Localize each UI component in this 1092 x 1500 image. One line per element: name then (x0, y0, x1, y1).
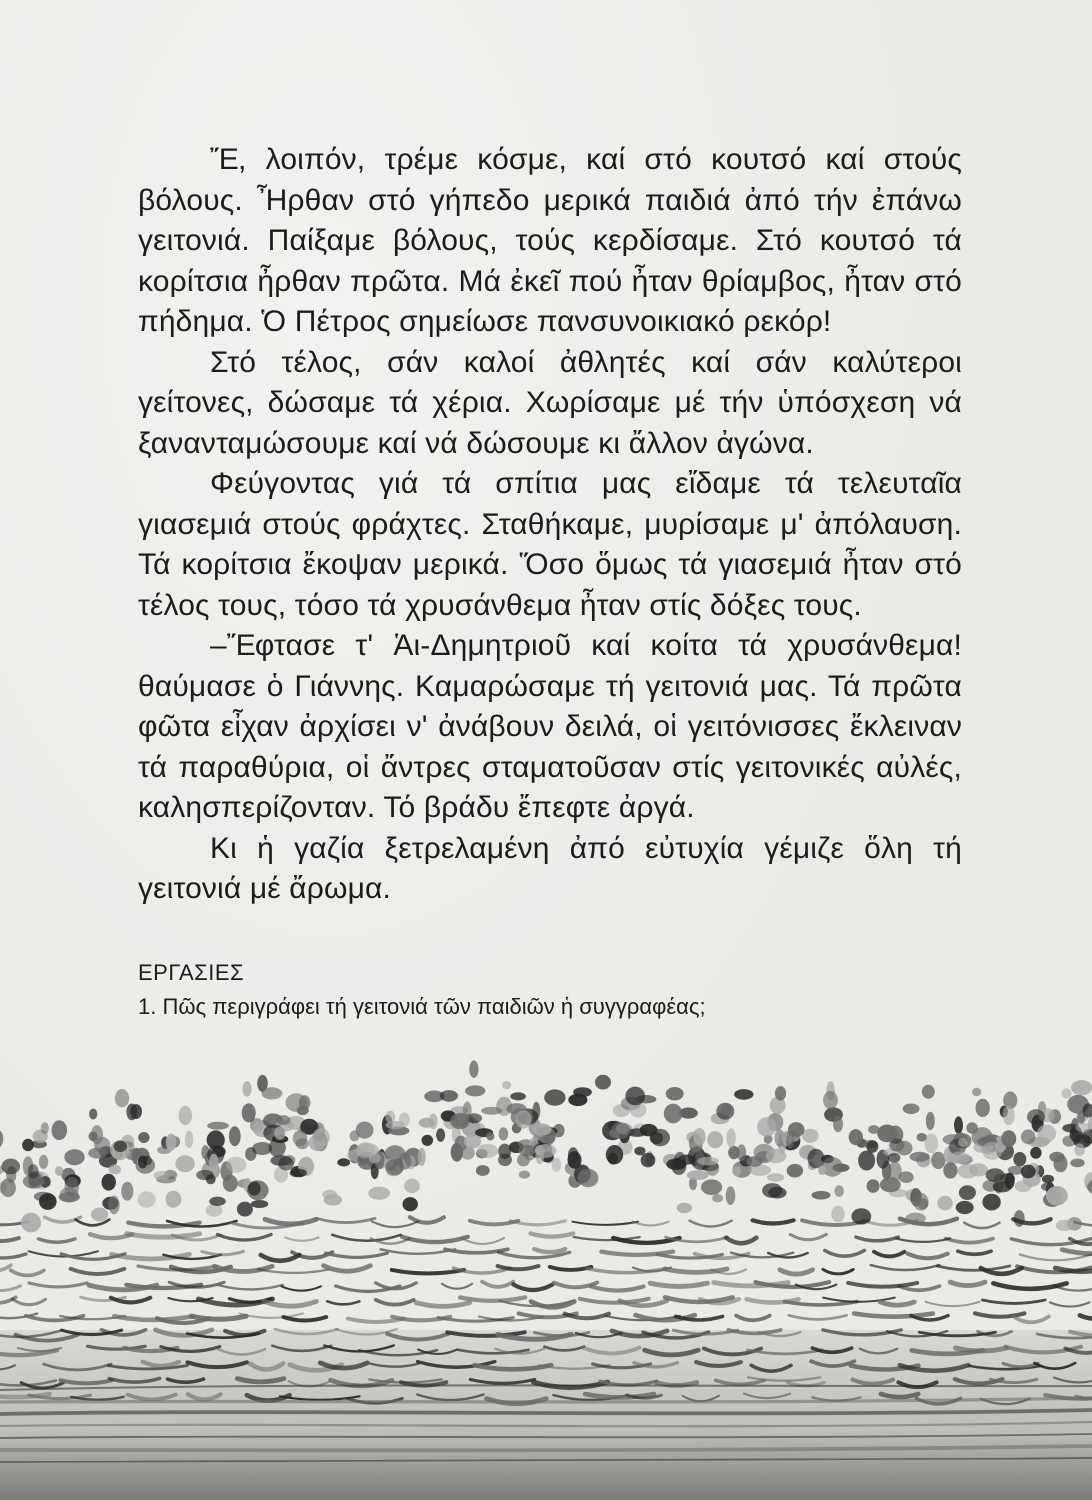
hedge-stroke (111, 1298, 150, 1303)
flower-blob (532, 1102, 540, 1120)
hedge-stroke (975, 1313, 1024, 1316)
flower-blob (165, 1191, 181, 1208)
flower-blob (1070, 1159, 1084, 1168)
flower-blob (535, 1145, 545, 1155)
flower-blob (91, 1208, 108, 1222)
flower-blob (851, 1208, 871, 1224)
flower-blob (274, 1127, 285, 1140)
flower-blob (41, 1122, 49, 1134)
hedge-stroke (416, 1303, 469, 1307)
flower-blob (910, 1152, 930, 1162)
flower-blob (251, 1200, 268, 1208)
flower-blob (436, 1128, 445, 1142)
flower-blob (917, 1133, 927, 1142)
flower-blob (950, 1152, 970, 1164)
exercises-section (138, 958, 998, 1022)
flower-blob (768, 1187, 786, 1199)
hedge-stroke (327, 1301, 359, 1304)
flower-blob (757, 1117, 776, 1137)
flower-blob (972, 1088, 981, 1097)
hedge-stroke (114, 1316, 192, 1320)
hedge-stroke (825, 1251, 865, 1257)
hedge-stroke (789, 1315, 847, 1319)
hedge-stroke (265, 1219, 316, 1224)
hedge-stroke (950, 1282, 985, 1285)
flower-blob (2, 1159, 21, 1175)
flower-blob (732, 1166, 741, 1177)
hedge-stroke (29, 1283, 87, 1287)
hedge-stroke (650, 1283, 707, 1286)
flower-blob (1013, 1152, 1026, 1167)
hedge-stroke (565, 1314, 609, 1319)
flower-blob (1074, 1143, 1084, 1156)
flower-blob (1021, 1129, 1036, 1144)
flower-blob (888, 1153, 901, 1163)
flower-blob (242, 1081, 251, 1097)
flower-blob (693, 1128, 706, 1146)
flower-blob (1037, 1125, 1056, 1143)
flower-blob (39, 1155, 48, 1169)
flower-blob (398, 1153, 411, 1169)
hedge-stroke (676, 1316, 723, 1320)
hedge-stroke (460, 1297, 525, 1300)
flower-blob (788, 1122, 805, 1137)
flower-blob (787, 1164, 803, 1178)
flower-blob (52, 1120, 68, 1140)
flower-blob (486, 1132, 494, 1140)
flower-blob (356, 1122, 374, 1139)
hedge-stroke (550, 1267, 592, 1270)
flower-blob (726, 1186, 736, 1205)
flower-blob (573, 1087, 592, 1097)
flower-blob (207, 1130, 225, 1149)
hedge-stroke (591, 1286, 644, 1290)
hedge-stroke (1062, 1250, 1092, 1254)
hedge-stroke (332, 1235, 400, 1241)
hedge-stroke (573, 1222, 638, 1225)
flower-blob (959, 1185, 976, 1200)
flower-blob (286, 1093, 307, 1112)
hedge-stroke (285, 1238, 318, 1241)
flower-blob (108, 1196, 119, 1215)
flower-blob (209, 1154, 219, 1172)
flower-blob (450, 1113, 470, 1129)
flower-blob (1056, 1220, 1074, 1231)
flower-blob (650, 1132, 663, 1144)
flower-blob (510, 1092, 526, 1100)
flower-blob (532, 1123, 552, 1135)
flower-blob (403, 1197, 418, 1211)
flower-blob (368, 1187, 390, 1200)
hedge-stroke (13, 1299, 46, 1305)
flower-blob (849, 1129, 863, 1145)
flower-blob (386, 1121, 405, 1129)
paragraph-5: Κι ἡ γαζία ξετρελαμένη ἀπό εὐτυχία γέμιζε ὅλη τή γειτονιά μέ ἄρωμα. (138, 831, 962, 905)
ground-wash (0, 1330, 1092, 1500)
flower-blob (906, 1213, 926, 1225)
flower-blob (89, 1109, 97, 1120)
flower-blob (1003, 1105, 1015, 1125)
flower-blob (877, 1125, 897, 1143)
hedge-stroke (513, 1284, 552, 1290)
hedge-stroke (854, 1314, 933, 1317)
flower-blob (502, 1081, 511, 1089)
flower-blob (969, 1163, 988, 1176)
hedge-stroke (780, 1270, 813, 1274)
flower-blob (418, 1148, 426, 1166)
hedge-stroke (690, 1221, 732, 1227)
hedge-stroke (402, 1237, 468, 1242)
flower-dots (0, 1060, 1092, 1232)
flower-blob (404, 1179, 420, 1194)
flower-blob (834, 1185, 844, 1197)
flower-blob (0, 1130, 3, 1148)
flower-blob (1001, 1130, 1016, 1147)
hedge-stroke (534, 1249, 565, 1252)
hedge-stroke (410, 1217, 444, 1223)
hedge-stroke (217, 1235, 271, 1241)
story-text (138, 140, 962, 910)
hedge-stroke (324, 1266, 371, 1272)
flower-blob (242, 1103, 256, 1122)
flower-blob (293, 1130, 308, 1146)
flower-blob (823, 1091, 838, 1110)
flower-blob (429, 1113, 438, 1129)
flower-blob (312, 1128, 330, 1146)
flower-blob (734, 1089, 753, 1100)
hedge-stroke (510, 1221, 565, 1225)
flower-blob (34, 1192, 53, 1202)
flower-blob (476, 1165, 490, 1176)
hedge-stroke (0, 1286, 21, 1291)
flower-blob (469, 1060, 478, 1078)
flower-blob (1014, 1210, 1025, 1227)
flower-blob (64, 1149, 84, 1165)
flower-blob (1027, 1109, 1045, 1125)
flower-blob (922, 1085, 935, 1099)
flower-blob (625, 1087, 645, 1106)
hedge-stroke (127, 1234, 200, 1238)
flower-blob (1049, 1152, 1064, 1163)
flower-blob (322, 1190, 337, 1200)
flower-blob (1042, 1175, 1054, 1183)
hedge-stroke (531, 1234, 574, 1237)
flower-blob (115, 1089, 129, 1107)
hedge-stroke (482, 1282, 513, 1287)
flower-blob (499, 1127, 509, 1140)
flower-blob (185, 1131, 194, 1148)
flower-blob (465, 1085, 485, 1096)
flower-blob (226, 1157, 246, 1173)
flower-blob (59, 1187, 78, 1202)
flower-blob (102, 1174, 116, 1191)
flower-blob (55, 1166, 63, 1176)
flower-blob (918, 1198, 929, 1209)
flower-blob (677, 1155, 696, 1165)
hedge-stroke (880, 1302, 914, 1305)
flower-blob (229, 1126, 241, 1146)
flower-blob (138, 1132, 149, 1143)
hedge-stroke (756, 1282, 830, 1287)
flower-blob (611, 1122, 630, 1139)
hedge-stroke (282, 1286, 321, 1290)
flower-blob (982, 1142, 1003, 1160)
flower-blob (28, 1164, 39, 1178)
flower-blob (707, 1131, 723, 1148)
flower-blob (664, 1104, 683, 1124)
flower-blob (1062, 1088, 1072, 1098)
flower-blob (993, 1181, 1012, 1192)
hedge-stroke (926, 1302, 980, 1306)
hedge-stroke (498, 1266, 539, 1269)
flower-blob (245, 1147, 256, 1161)
flower-blob (775, 1086, 786, 1101)
flower-blob (943, 1162, 957, 1178)
flower-blob (109, 1165, 121, 1175)
flower-blob (608, 1153, 618, 1165)
hedge-stroke (76, 1220, 110, 1226)
flower-blob (956, 1201, 974, 1214)
hedge-stroke (376, 1300, 414, 1305)
hedge-stroke (392, 1270, 464, 1274)
flower-blob (1030, 1147, 1041, 1159)
flower-blob (687, 1170, 709, 1180)
flower-blob (867, 1179, 880, 1193)
flower-blob (812, 1191, 831, 1200)
hedge-stroke (848, 1283, 917, 1287)
flower-blob (464, 1134, 481, 1148)
flower-blob (237, 1202, 253, 1217)
hedge-stroke (899, 1286, 940, 1290)
paragraph-3: Φεύγοντας γιά τά σπίτια μας εἴδαμε τά τελευταῖα γιασεμιά στούς φράχτες. Σταθήκαμε, μυρίσαμε μ' ἀπόλαυση. Τά κορίτσια ἔκοψαν μερικά. Ὅσο ὅμως τά γιασεμιά ἦταν στό τέλος τους, τόσο τά χρυσάνθεμα ἦταν στίς δόξες τους. (138, 467, 962, 622)
hedge-stroke (261, 1255, 300, 1261)
flower-blob (357, 1143, 379, 1157)
hedge-stroke (264, 1301, 316, 1306)
hedge-stroke (11, 1270, 44, 1275)
flower-blob (114, 1141, 128, 1152)
flower-blob (954, 1116, 963, 1134)
flower-blob (666, 1087, 684, 1100)
hedge-stroke (753, 1220, 794, 1223)
hedge-stroke (202, 1252, 243, 1255)
flower-blob (477, 1144, 498, 1158)
flower-blob (958, 1138, 967, 1147)
exercises-title: ΕΡΓΑΣΙΕΣ (138, 960, 245, 985)
hedge-stroke (726, 1238, 756, 1244)
flower-blob (179, 1106, 192, 1125)
flower-blob (726, 1128, 735, 1148)
flower-blob (196, 1170, 214, 1180)
flower-blob (88, 1148, 107, 1159)
flower-blob (1021, 1165, 1036, 1179)
flower-blob (91, 1125, 103, 1144)
flower-blob (175, 1155, 194, 1172)
flower-blob (518, 1145, 535, 1156)
flower-blob (697, 1157, 718, 1166)
flower-blob (337, 1158, 350, 1166)
flower-blob (519, 1171, 530, 1179)
flower-blob (290, 1169, 307, 1178)
hedge-stroke (1080, 1315, 1092, 1318)
hedge-stroke (0, 1238, 19, 1241)
exercise-item-1: 1. Πῶς περιγράφει τή γειτονιά τῶν παιδιῶν ἡ συγγραφέας; (138, 994, 706, 1019)
hedge-stroke (283, 1317, 326, 1321)
flower-blob (552, 1158, 561, 1172)
flower-blob (153, 1171, 170, 1180)
flower-blob (976, 1099, 990, 1117)
flower-blob (481, 1107, 502, 1115)
flower-blob (21, 1213, 41, 1233)
hedge-stroke (946, 1239, 993, 1243)
flower-blob (1046, 1186, 1068, 1206)
flower-blob (424, 1091, 444, 1103)
flower-blob (126, 1104, 137, 1121)
flower-blob (833, 1116, 843, 1132)
flower-blob (207, 1122, 229, 1130)
hedge-stroke (896, 1238, 950, 1242)
flower-blob (595, 1075, 611, 1090)
paragraph-2: Στό τέλος, σάν καλοί ἀθλητές καί σάν καλύτεροι γείτονες, δώσαμε τά χέρια. Χωρίσαμε μέ τήν ὑπόσχεση νά ξανανταμώσουμε καί νά δώσουμε κι ἄλλον ἀγώνα. (138, 345, 962, 460)
flower-blob (926, 1112, 935, 1130)
hedge-stroke (958, 1251, 991, 1254)
hedge-stroke (240, 1314, 303, 1318)
flower-blob (888, 1162, 901, 1181)
flower-blob (634, 1147, 645, 1156)
hedge-stroke (790, 1234, 826, 1239)
flower-blob (166, 1134, 177, 1151)
paragraph-4: –Ἔφτασε τ' Ἁι-Δημητριοῦ καί κοίτα τά χρυσάνθεμα! θαύμασε ὁ Γιάννης. Καμαρώσαμε τή γειτονιά μας. Τά πρῶτα φῶτα εἶχαν ἀρχίσει ν' ἀνάβουν δειλά, οἱ γειτόνισσες ἔκλειναν τά παραθύρια, οἱ ἄντρες σταματοῦσαν στίς γειτονικές αὐλές, καλησπερίζονταν. Τό βράδυ ἔπεφτε ἀργά. (138, 629, 962, 824)
hedge-stroke (1013, 1316, 1048, 1322)
flower-blob (121, 1182, 133, 1201)
hedge-stroke (874, 1252, 905, 1257)
hedge-stroke (580, 1299, 649, 1303)
flower-blob (866, 1140, 878, 1153)
flower-blob (831, 1206, 844, 1223)
flower-blob (1075, 1123, 1091, 1132)
flower-blob (701, 1179, 722, 1195)
flower-blob (515, 1110, 531, 1128)
flower-blob (818, 1166, 826, 1175)
flower-blob (276, 1115, 290, 1125)
flower-blob (802, 1129, 819, 1143)
flower-blob (986, 1168, 1005, 1182)
flower-blob (712, 1194, 723, 1202)
hedge-stroke (218, 1285, 283, 1290)
flower-blob (737, 1144, 746, 1161)
hedge-stroke (1050, 1302, 1090, 1306)
flower-blob (223, 1175, 238, 1192)
hedge-stroke (983, 1300, 1046, 1303)
flower-blob (22, 1139, 34, 1151)
flower-blob (766, 1149, 787, 1163)
flower-blob (858, 1151, 875, 1171)
flower-blob (278, 1157, 294, 1171)
hedge-stroke (908, 1254, 948, 1259)
hedge-stroke (871, 1265, 940, 1270)
hedge-stroke (856, 1237, 898, 1241)
hedge-stroke (39, 1239, 76, 1242)
flower-blob (767, 1173, 784, 1181)
flower-blob (568, 1147, 579, 1163)
flower-blob (578, 1169, 599, 1187)
flower-blob (982, 1194, 1000, 1211)
flower-blob (422, 1135, 434, 1146)
hedge-stroke (317, 1218, 375, 1222)
garden-illustration (0, 1030, 1092, 1500)
flower-blob (903, 1104, 920, 1115)
hedge-stroke (372, 1221, 419, 1227)
flower-blob (0, 1178, 16, 1197)
flower-blob (677, 1203, 692, 1213)
hedge-stroke (964, 1223, 999, 1228)
flower-blob (1071, 1080, 1092, 1095)
hedge-stroke (326, 1253, 388, 1257)
flower-blob (269, 1139, 286, 1157)
flower-blob (209, 1197, 226, 1206)
hedge-stroke (0, 1254, 26, 1258)
flower-blob (206, 1204, 223, 1217)
flower-blob (641, 1153, 656, 1167)
paragraph-1: Ἔ, λοιπόν, τρέμε κόσμε, καί στό κουτσό καί στούς βόλους. Ἦρθαν στό γήπεδο μερικά παιδιά ἀπό τήν ἐπάνω γειτονιά. Παίξαμε βόλους, τούς κερδίσαμε. Στό κουτσό τά κορίτσια ἦρθαν πρῶτα. Μά ἐκεῖ πού ἦταν θρίαμβος, ἦταν στό πήδημα. Ὁ Πέτρος σημείωσε πανσυνοικιακό ρεκόρ! (138, 143, 962, 338)
flower-blob (138, 1191, 156, 1207)
hedge-stroke (442, 1284, 472, 1289)
flower-blob (544, 1089, 565, 1105)
flower-blob (138, 1156, 147, 1169)
flower-blob (937, 1196, 952, 1211)
hedge-stroke (937, 1266, 1009, 1270)
flower-blob (931, 1152, 945, 1169)
flower-blob (262, 1087, 283, 1099)
flower-blob (721, 1103, 732, 1115)
hedge-stroke (191, 1316, 246, 1319)
flower-blob (247, 1180, 269, 1200)
hedge-stroke (823, 1269, 853, 1274)
hedge-stroke (736, 1316, 770, 1321)
hedge-stroke (71, 1269, 125, 1274)
